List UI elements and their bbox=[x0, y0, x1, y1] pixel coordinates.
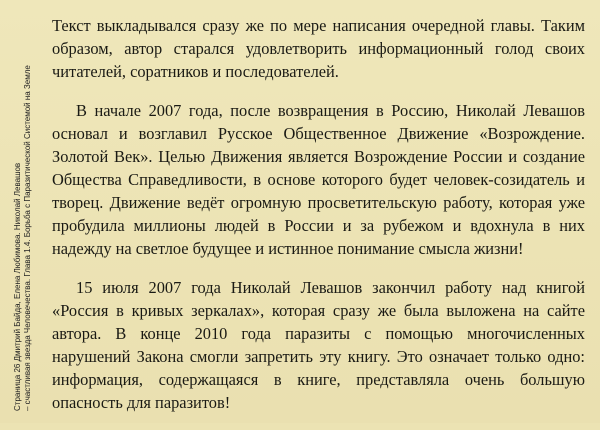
running-header-line-2: – счастливая звезда Человечества. Глава 1.4. Борьба с Паразитической Системой на Земле bbox=[23, 65, 32, 411]
paragraph-2: В начале 2007 года, после возвращения в Россию, Николай Левашов основал и возглавил Русское Общественное Движение «Возрождение. Золотой Век». Целью Движения является Возрождение России и создание Общества Справедливости, в основе которого будет человек-созидатель и творец. Движение ведёт огромную просветительскую работу, которая уже пробудила миллионы людей в России и за рубежом и вдохнула в них надежду на светлое будущее и истинное понимание смысла жизни! bbox=[52, 101, 585, 258]
document-body bbox=[52, 14, 585, 430]
paragraph-1: Текст выкладывался сразу же по мере написания очередной главы. Таким образом, автор старался удовлетворить информационный голод своих читателей, соратников и последователей. bbox=[52, 16, 585, 81]
running-header-line-1: Страница 26 Дмитрий Байда, Елена Любимова. Николай Левашов bbox=[13, 162, 22, 411]
paragraph-3: 15 июля 2007 года Николай Левашов закончил работу над книгой «Россия в кривых зеркалах», которая сразу же была выложена на сайте автора. В конце 2010 года паразиты с помощью многочисленных нарушений Закона смогли запретить эту книгу. Это означает только одно: информация, содержащаяся в книге, представляла очень большую опасность для паразитов! bbox=[52, 278, 585, 412]
page-margin-header bbox=[0, 0, 46, 423]
running-header bbox=[13, 11, 33, 411]
